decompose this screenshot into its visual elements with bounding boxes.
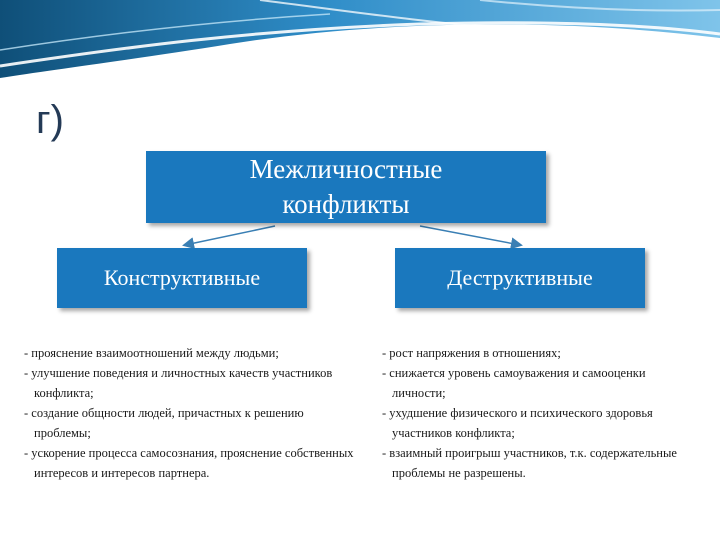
list-item: - улучшение поведения и личностных качеств участников конфликта; [24, 366, 333, 400]
constructive-node [57, 248, 307, 308]
connector-right [420, 226, 520, 245]
list-item: - ухудшение физического и психического здоровья участников конфликта; [382, 406, 653, 440]
list-item: - ускорение процесса самосознания, прояснение собственных интересов и интересов партнера. [24, 446, 354, 480]
destructive-effects-list [382, 343, 682, 483]
constructive-effects-list [24, 343, 354, 483]
header-banner [0, 0, 720, 80]
list-item: - создание общности людей, причастных к решению проблемы; [24, 406, 304, 440]
root-node [146, 151, 546, 223]
section-letter: г) [36, 98, 64, 142]
root-node-label: Межличностные конфликты [249, 153, 443, 219]
destructive-node [395, 248, 645, 308]
destructive-label: Деструктивные [447, 265, 593, 290]
connector-left [185, 226, 275, 245]
list-item: - взаимный проигрыш участников, т.к. содержательные проблемы не разрешены. [382, 446, 677, 480]
list-item: - прояснение взаимоотношений между людьми; [24, 346, 279, 360]
list-item: - снижается уровень самоуважения и самооценки личности; [382, 366, 646, 400]
list-item: - рост напряжения в отношениях; [382, 346, 561, 360]
constructive-label: Конструктивные [103, 265, 261, 290]
